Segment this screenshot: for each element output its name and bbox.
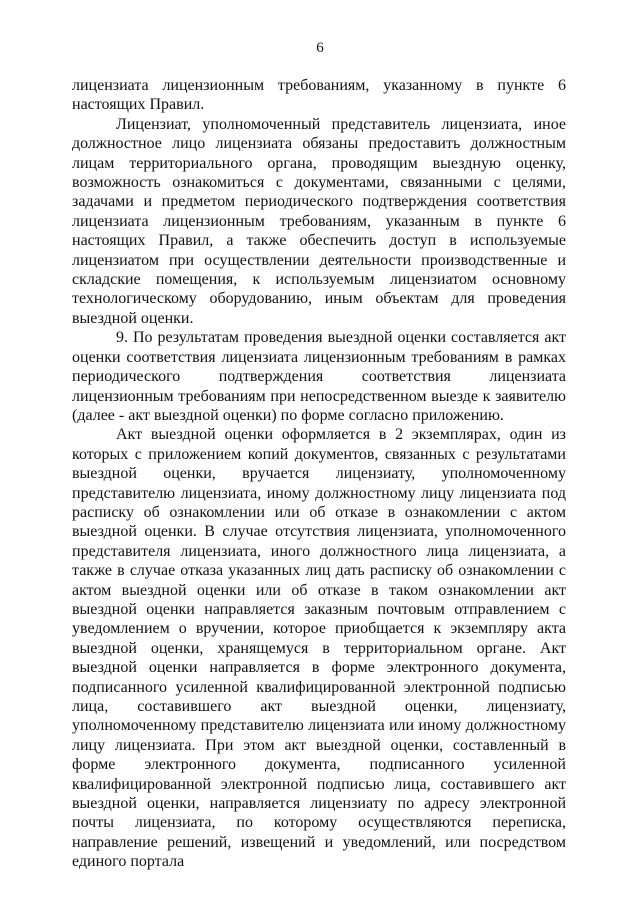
page-number: 6 [316,40,324,56]
paragraph-licensee-obligations: Лицензиат, уполномоченный представитель лицензиата, иное должностное лицо лицензиата обязаны предоставить должностным лицам территориального органа, проводящим выездную оценку, возможность ознакомиться с документами, связанными с целями, задачами и предметом периодического подтверждения соответствия лицензиата лицензионным требованиям, указанным в пункте 6 настоящих Правил, а также обеспечить доступ в используемые лицензиатом при осуществлении деятельности производственные и складские помещения, к используемым лицензиатом основному технологическому оборудованию, иным объектам для проведения выездной оценки. [72,115,566,327]
paragraph-continuation: лицензиата лицензионным требованиям, указанному в пункте 6 настоящих Правил. [72,77,566,114]
document-body [72,76,566,872]
paragraph-act-execution: Акт выездной оценки оформляется в 2 экземплярах, один из которых с приложением копий документов, связанных с результатами выездной оценки, вручается лицензиату, уполномоченному представителю лицензиата, иному должностному лицу лицензиата под расписку об ознакомлении или об отказе в ознакомлении с актом выездной оценки. В случае отсутствия лицензиата, уполномоченного представителя лицензиата, иного должностного лица лицензиата, а также в случае отказа указанных лиц дать расписку об ознакомлении с актом выездной оценки или об отказе в таком ознакомлении акт выездной оценки направляется заказным почтовым отправлением с уведомлением о вручении, которое приобщается к экземпляру акта выездной оценки, хранящемуся в территориальном органе. Акт выездной оценки направляется в форме электронного документа, подписанного усиленной квалифицированной электронной подписью лица, составившего акт выездной оценки, лицензиату, уполномоченному представителю лицензиата или иному должностному лицу лицензиата. При этом акт выездной оценки, составленный в форме электронного документа, подписанного усиленной квалифицированной электронной подписью лица, составившего акт выездной оценки, направляется лицензиату по адресу электронной почты лицензиата, по которому осуществляются переписка, направление решений, извещений и уведомлений, или посредством единого портала [72,426,566,871]
paragraph-item-9: 9. По результатам проведения выездной оценки составляется акт оценки соответствия лицензиата лицензионным требованиям в рамках периодического подтверждения соответствия лицензиата лицензионным требованиям при непосредственном выезде к заявителю (далее - акт выездной оценки) по форме согласно приложению. [72,329,566,424]
